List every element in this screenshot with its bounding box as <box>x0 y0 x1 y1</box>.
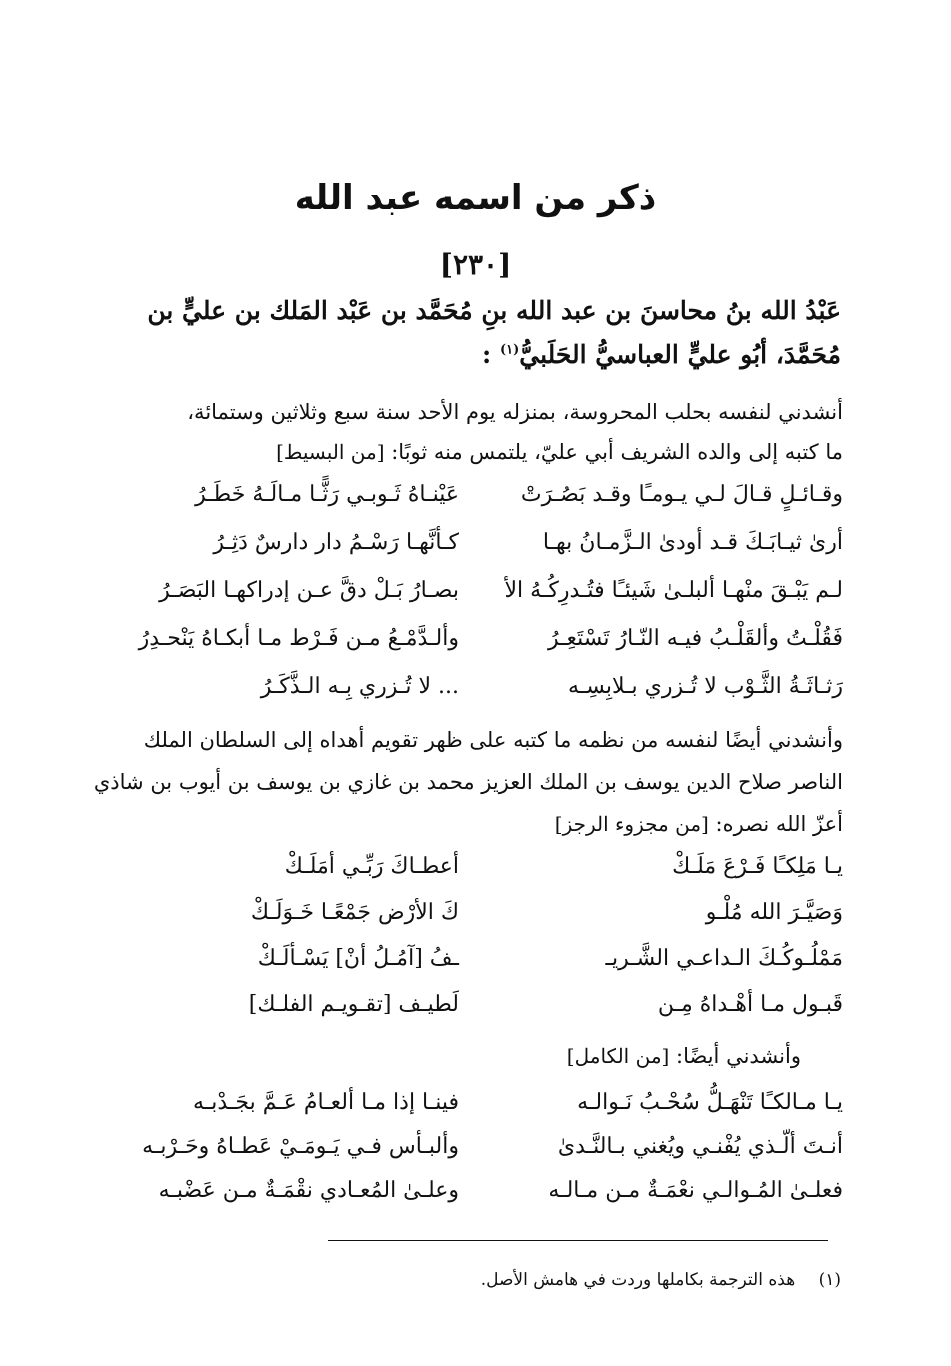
verse-left: وعلـىٰ المُعـادي نقْمَـةٌ مـن عَضْبـه <box>158 1178 459 1203</box>
verse-left: كـأنَّهـا رَسْـمُ دار دارسٌ دَثِـرُ <box>213 530 459 555</box>
verse-left: كَ الأرْض جَمْعًـا خَـوَلَـكْ <box>250 900 459 925</box>
entry-number: [٢٣٠] <box>439 248 512 281</box>
footnote <box>481 1270 841 1290</box>
verse-right: مَمْلُـوكُـكَ الـداعـي الشَّـريـ <box>605 946 843 971</box>
verse-left: أعطـاكَ رَبِّـي أمَلَـكْ <box>284 854 459 879</box>
prose1-text: ما كتبه إلى والده الشريف أبي عليّ، يلتمس منه ثوبًا: <box>391 440 843 464</box>
footnote-text: هذه الترجمة بكاملها وردت في هامش الأصل. <box>480 1270 796 1290</box>
chapter-title: ذكر من اسمه عبد الله <box>294 178 657 218</box>
footnote-ref[interactable]: (١) <box>499 342 520 358</box>
verse-left: وألـدَّمْـعُ مـن فَـرْط مـا أبكـاهُ يَنْحـدِرُ <box>138 626 459 651</box>
meter-label: [من مجزوء الرجز] <box>554 812 709 836</box>
verse-left: لَطيـف [تقـويـم الفلـك] <box>248 992 459 1017</box>
meter-label: [من الكامل] <box>566 1044 670 1068</box>
verse-right: أنـتَ ألّـذي يُفْنـي ويُغني بـالنَّـدىٰ <box>557 1134 843 1159</box>
entry-name-colon: : <box>481 340 492 369</box>
verse-right: فَقُلْـتُ وألقَلْـبُ فيـه النّـارُ تَسْتَعِـرُ <box>547 626 843 651</box>
prose2-line2: الناصر صلاح الدين يوسف بن الملك العزيز محمد بن غازي بن يوسف بن أيوب بن شاذي <box>93 770 843 794</box>
verse-right: يـا مـالكـًا تَنْهَـلُّ سُحْـبُ نَـوالـه <box>577 1090 843 1115</box>
prose3-text: وأنشدني أيضًا: <box>676 1044 801 1068</box>
prose1-line1: أنشدني لنفسه بحلب المحروسة، بمنزله يوم الأحد سنة سبع وثلاثين وستمائة، <box>187 400 843 424</box>
verse-left: فينـا إذا مـا ألعـامُ عَـمَّ بجَـدْبـه <box>193 1090 459 1115</box>
prose2-line3 <box>103 812 843 836</box>
prose1-line2 <box>103 440 843 464</box>
verse-right: فعلـىٰ المُـوالـي نعْمَـةٌ مـن مـالـه <box>548 1178 843 1203</box>
entry-name-line1: عَبْدُ الله بنُ محاسنَ بن عبد الله بنِ مُحَمَّد بن عَبْد المَلك بن عليٍّ بن <box>147 296 841 325</box>
verse-left: ـفُ [آمُـلُ أنْ] يَسْـألَـكْ <box>257 946 459 971</box>
verse-right: أرىٰ ثيـابَـكَ قـد أودىٰ الـزَّمـانُ بهـا <box>542 530 843 555</box>
verse-right: رَثـاثَـةُ الثَّـوْب لا تُـزري بـلابِسِـه <box>568 674 843 699</box>
footnote-number: (١) <box>818 1270 841 1290</box>
verse-right: وَصَيَّـرَ الله مُلْـو <box>705 900 843 925</box>
entry-name-line2 <box>121 340 841 369</box>
prose2-line1: وأنشدني أيضًا لنفسه من نظمه ما كتبه على ظهر تقويم أهداه إلى السلطان الملك <box>143 728 843 752</box>
verse-right: قَبـول مـا أهْـداهُ مِـن <box>657 992 843 1017</box>
verse-left: بصـارُ بَـلْ دقَّ عـن إدراكهـا البَصَـرُ <box>159 578 459 603</box>
verse-left: وألبـأس فـي يَـومَـيْ عَطـاهُ وحَـرْبـه <box>142 1134 459 1159</box>
verse-right: وقـائـلٍ قـالَ لـي يـومـًا وقـد بَصُـرَتْ <box>520 482 843 507</box>
verse-left: عَيْنـاهُ ثَـوبـي رَثًّـا مـالَـهُ خَطَـرُ <box>195 482 459 507</box>
verse-right: يـا مَلِكـًا فَـرْعَ مَلَـكْ <box>672 854 843 879</box>
meter-label: [من البسيط] <box>276 440 385 464</box>
footnote-divider <box>328 1240 828 1241</box>
verse-right: لـم يَبْـقَ منْهـا ألبلـىٰ شَيئـًا فتُـدرِكُـهُ الأ <box>504 578 843 603</box>
prose2-text: أعزّ الله نصره: <box>715 812 843 836</box>
prose3-line1 <box>61 1044 801 1068</box>
verse-left: ... لا تُـزري بِـه الـذَّكَـرُ <box>260 674 459 699</box>
entry-name-text: مُحَمَّدَ، أبُو عليٍّ العباسيُّ الحَلَبيُّ <box>519 340 841 369</box>
